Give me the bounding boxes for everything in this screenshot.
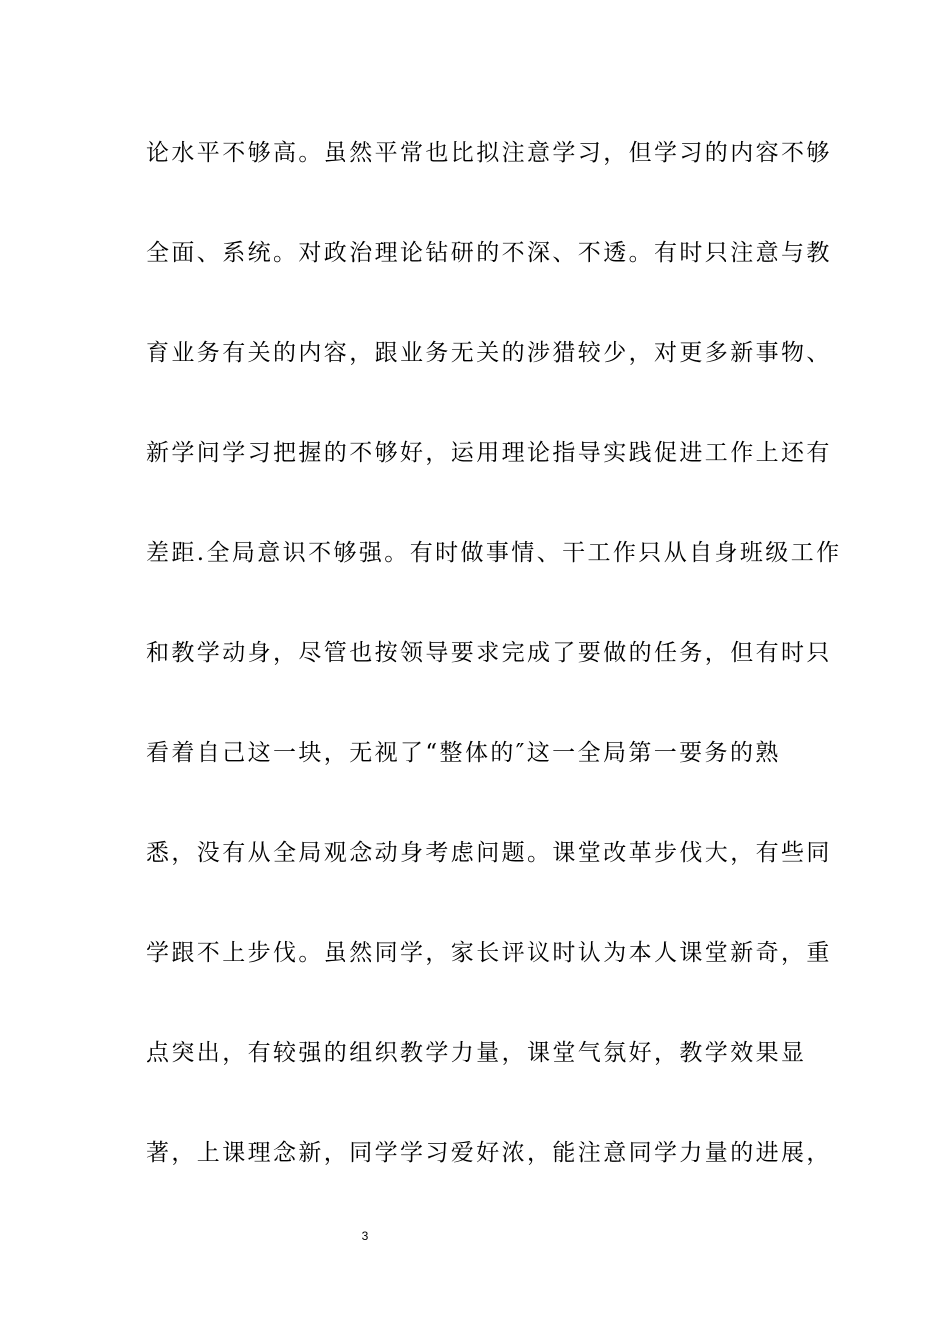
text-line: 全面、系统。对政治理论钻研的不深、不透。有时只注意与教 xyxy=(146,240,832,266)
text-line: 新学问学习把握的不够好，运用理论指导实践促进工作上还有 xyxy=(146,440,832,466)
text-line: 育业务有关的内容，跟业务无关的涉猎较少，对更多新事物、 xyxy=(146,340,832,366)
text-line: 学跟不上步伐。虽然同学，家长评议时认为本人课堂新奇，重 xyxy=(146,940,832,966)
text-line: 看着自己这一块，无视了“整体的″这一全局第一要务的熟 xyxy=(146,740,781,766)
text-line: 和教学动身，尽管也按领导要求完成了要做的任务，但有时只 xyxy=(146,640,832,666)
text-line: 差距.全局意识不够强。有时做事情、干工作只从自身班级工作 xyxy=(146,540,842,566)
text-line: 论水平不够高。虽然平常也比拟注意学习，但学习的内容不够 xyxy=(146,140,832,166)
text-line: 点突出，有较强的组织教学力量，课堂气氛好，教学效果显 xyxy=(146,1040,807,1066)
body-text xyxy=(146,130,842,1230)
text-line: 悉，没有从全局观念动身考虑问题。课堂改革步伐大，有些同 xyxy=(146,840,832,866)
text-line: 著，上课理念新，同学学习爱好浓，能注意同学力量的进展， xyxy=(146,1140,832,1166)
page-number: 3 xyxy=(361,1229,369,1243)
